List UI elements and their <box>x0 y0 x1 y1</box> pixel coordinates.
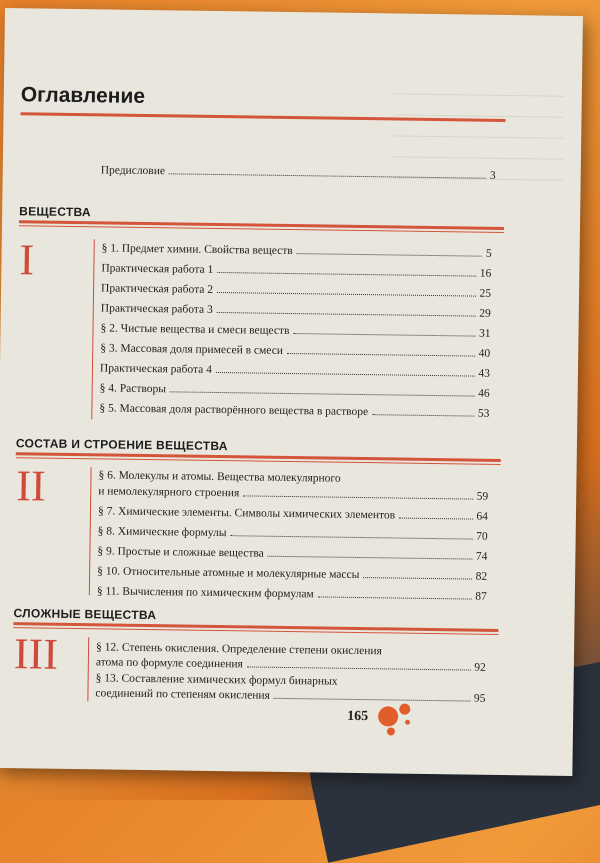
leader-dots <box>297 253 482 257</box>
decor-dot <box>405 720 410 725</box>
entry-page: 95 <box>473 692 486 705</box>
entry-title[interactable]: § 12. Степень окисления. Определение степени окисления <box>95 641 382 658</box>
leader-dots <box>247 666 470 670</box>
entry-page: 5 <box>485 247 492 260</box>
entry-title: § 9. Простые и сложные вещества <box>97 545 264 560</box>
entry-page: 70 <box>476 530 488 543</box>
leader-dots <box>217 292 476 297</box>
entry-page: 31 <box>478 327 491 340</box>
toc-entry[interactable] <box>97 545 487 562</box>
entry-page: 74 <box>475 550 488 563</box>
page-number: 165 <box>347 708 369 725</box>
entry-title[interactable]: § 6. Молекулы и атомы. Вещества молекулярного <box>98 469 341 485</box>
leader-dots <box>230 535 472 539</box>
leader-dots <box>170 391 474 396</box>
entry-page: 46 <box>478 387 490 400</box>
toc-entry[interactable] <box>102 242 492 259</box>
leader-dots <box>399 518 472 520</box>
entry-page: 3 <box>489 169 496 182</box>
entry-title: § 3. Массовая доля примесей в смеси <box>100 342 284 357</box>
toc-entry[interactable] <box>98 485 488 502</box>
leader-dots <box>274 698 470 702</box>
section-divider-2 <box>89 467 92 595</box>
toc-entry[interactable] <box>99 402 489 419</box>
toc-entry[interactable] <box>100 322 490 339</box>
entry-page: 43 <box>478 367 491 380</box>
leader-dots <box>169 173 486 178</box>
toc-entry[interactable] <box>101 302 491 319</box>
section-divider-3 <box>87 637 89 701</box>
toc-entry[interactable] <box>96 656 486 673</box>
toc-entry[interactable] <box>100 362 490 379</box>
leader-dots <box>318 596 472 599</box>
entry-page: 64 <box>476 510 489 523</box>
entry-page: 29 <box>479 307 491 320</box>
entry-page: 82 <box>475 570 488 583</box>
entry-title: Практическая работа 2 <box>101 282 214 296</box>
toc-entry[interactable] <box>98 505 488 522</box>
leader-dots <box>243 495 472 499</box>
book-page <box>0 8 583 776</box>
entry-page: 25 <box>479 287 492 300</box>
entry-page: 59 <box>476 490 489 503</box>
entry-title: § 4. Растворы <box>99 382 167 396</box>
entry-page: 53 <box>477 407 490 420</box>
leader-dots <box>216 372 475 377</box>
entry-title: § 8. Химические формулы <box>97 525 227 540</box>
decor-dot <box>387 727 395 735</box>
entry-title: Практическая работа 1 <box>101 262 214 276</box>
section-divider-1 <box>91 239 95 419</box>
toc-entry[interactable] <box>97 565 487 582</box>
entry-title: Практическая работа 3 <box>100 302 213 316</box>
entry-title-cont: атома по формуле соединения <box>95 656 243 671</box>
leader-dots <box>217 312 476 317</box>
leader-dots <box>217 272 476 277</box>
toc-entry[interactable] <box>97 585 487 602</box>
entry-title: § 1. Предмет химии. Свойства веществ <box>101 242 293 258</box>
entry-title: Предисловие <box>100 164 166 178</box>
entry-page: 87 <box>475 590 487 603</box>
entry-page: 40 <box>478 347 491 360</box>
entry-page: 92 <box>474 661 486 674</box>
entry-title: § 7. Химические элементы. Символы химических элементов <box>97 505 396 522</box>
entry-title-cont: и немолекулярного строения <box>98 485 240 500</box>
section-numeral-2: II <box>15 461 46 511</box>
section-heading-2: СОСТАВ И СТРОЕНИЕ ВЕЩЕСТВА <box>15 436 228 454</box>
toc-entry[interactable] <box>98 525 488 542</box>
leader-dots <box>287 353 475 357</box>
decor-dot <box>378 706 398 726</box>
entry-page: 16 <box>479 267 492 280</box>
section-numeral-3: III <box>13 629 59 679</box>
entry-title[interactable]: § 13. Составление химических формул бинарных <box>95 672 338 688</box>
toc-entry[interactable] <box>101 262 491 279</box>
entry-title-cont: соединений по степеням окисления <box>95 687 270 702</box>
toc-entry[interactable] <box>101 282 491 299</box>
section-heading-1: ВЕЩЕСТВА <box>19 204 91 220</box>
leader-dots <box>268 556 472 560</box>
leader-dots <box>372 414 474 416</box>
leader-dots <box>363 577 471 580</box>
leader-dots <box>293 333 475 337</box>
section-heading-3: СЛОЖНЫЕ ВЕЩЕСТВА <box>13 606 157 623</box>
bleed-through-text <box>393 73 564 180</box>
entry-title: § 11. Вычисления по химическим формулам <box>96 585 314 601</box>
entry-title: § 5. Массовая доля растворённого вещества в растворе <box>99 402 369 419</box>
toc-title: Оглавление <box>20 83 146 108</box>
entry-title: Практическая работа 4 <box>99 362 212 376</box>
decor-dot <box>399 704 410 715</box>
entry-title: § 2. Чистые вещества и смеси веществ <box>100 322 290 338</box>
toc-entry[interactable] <box>95 687 485 704</box>
toc-entry[interactable] <box>100 382 490 399</box>
entry-title: § 10. Относительные атомные и молекулярные массы <box>97 565 360 582</box>
toc-entry[interactable] <box>100 342 490 359</box>
section-numeral-1: I <box>19 235 35 285</box>
